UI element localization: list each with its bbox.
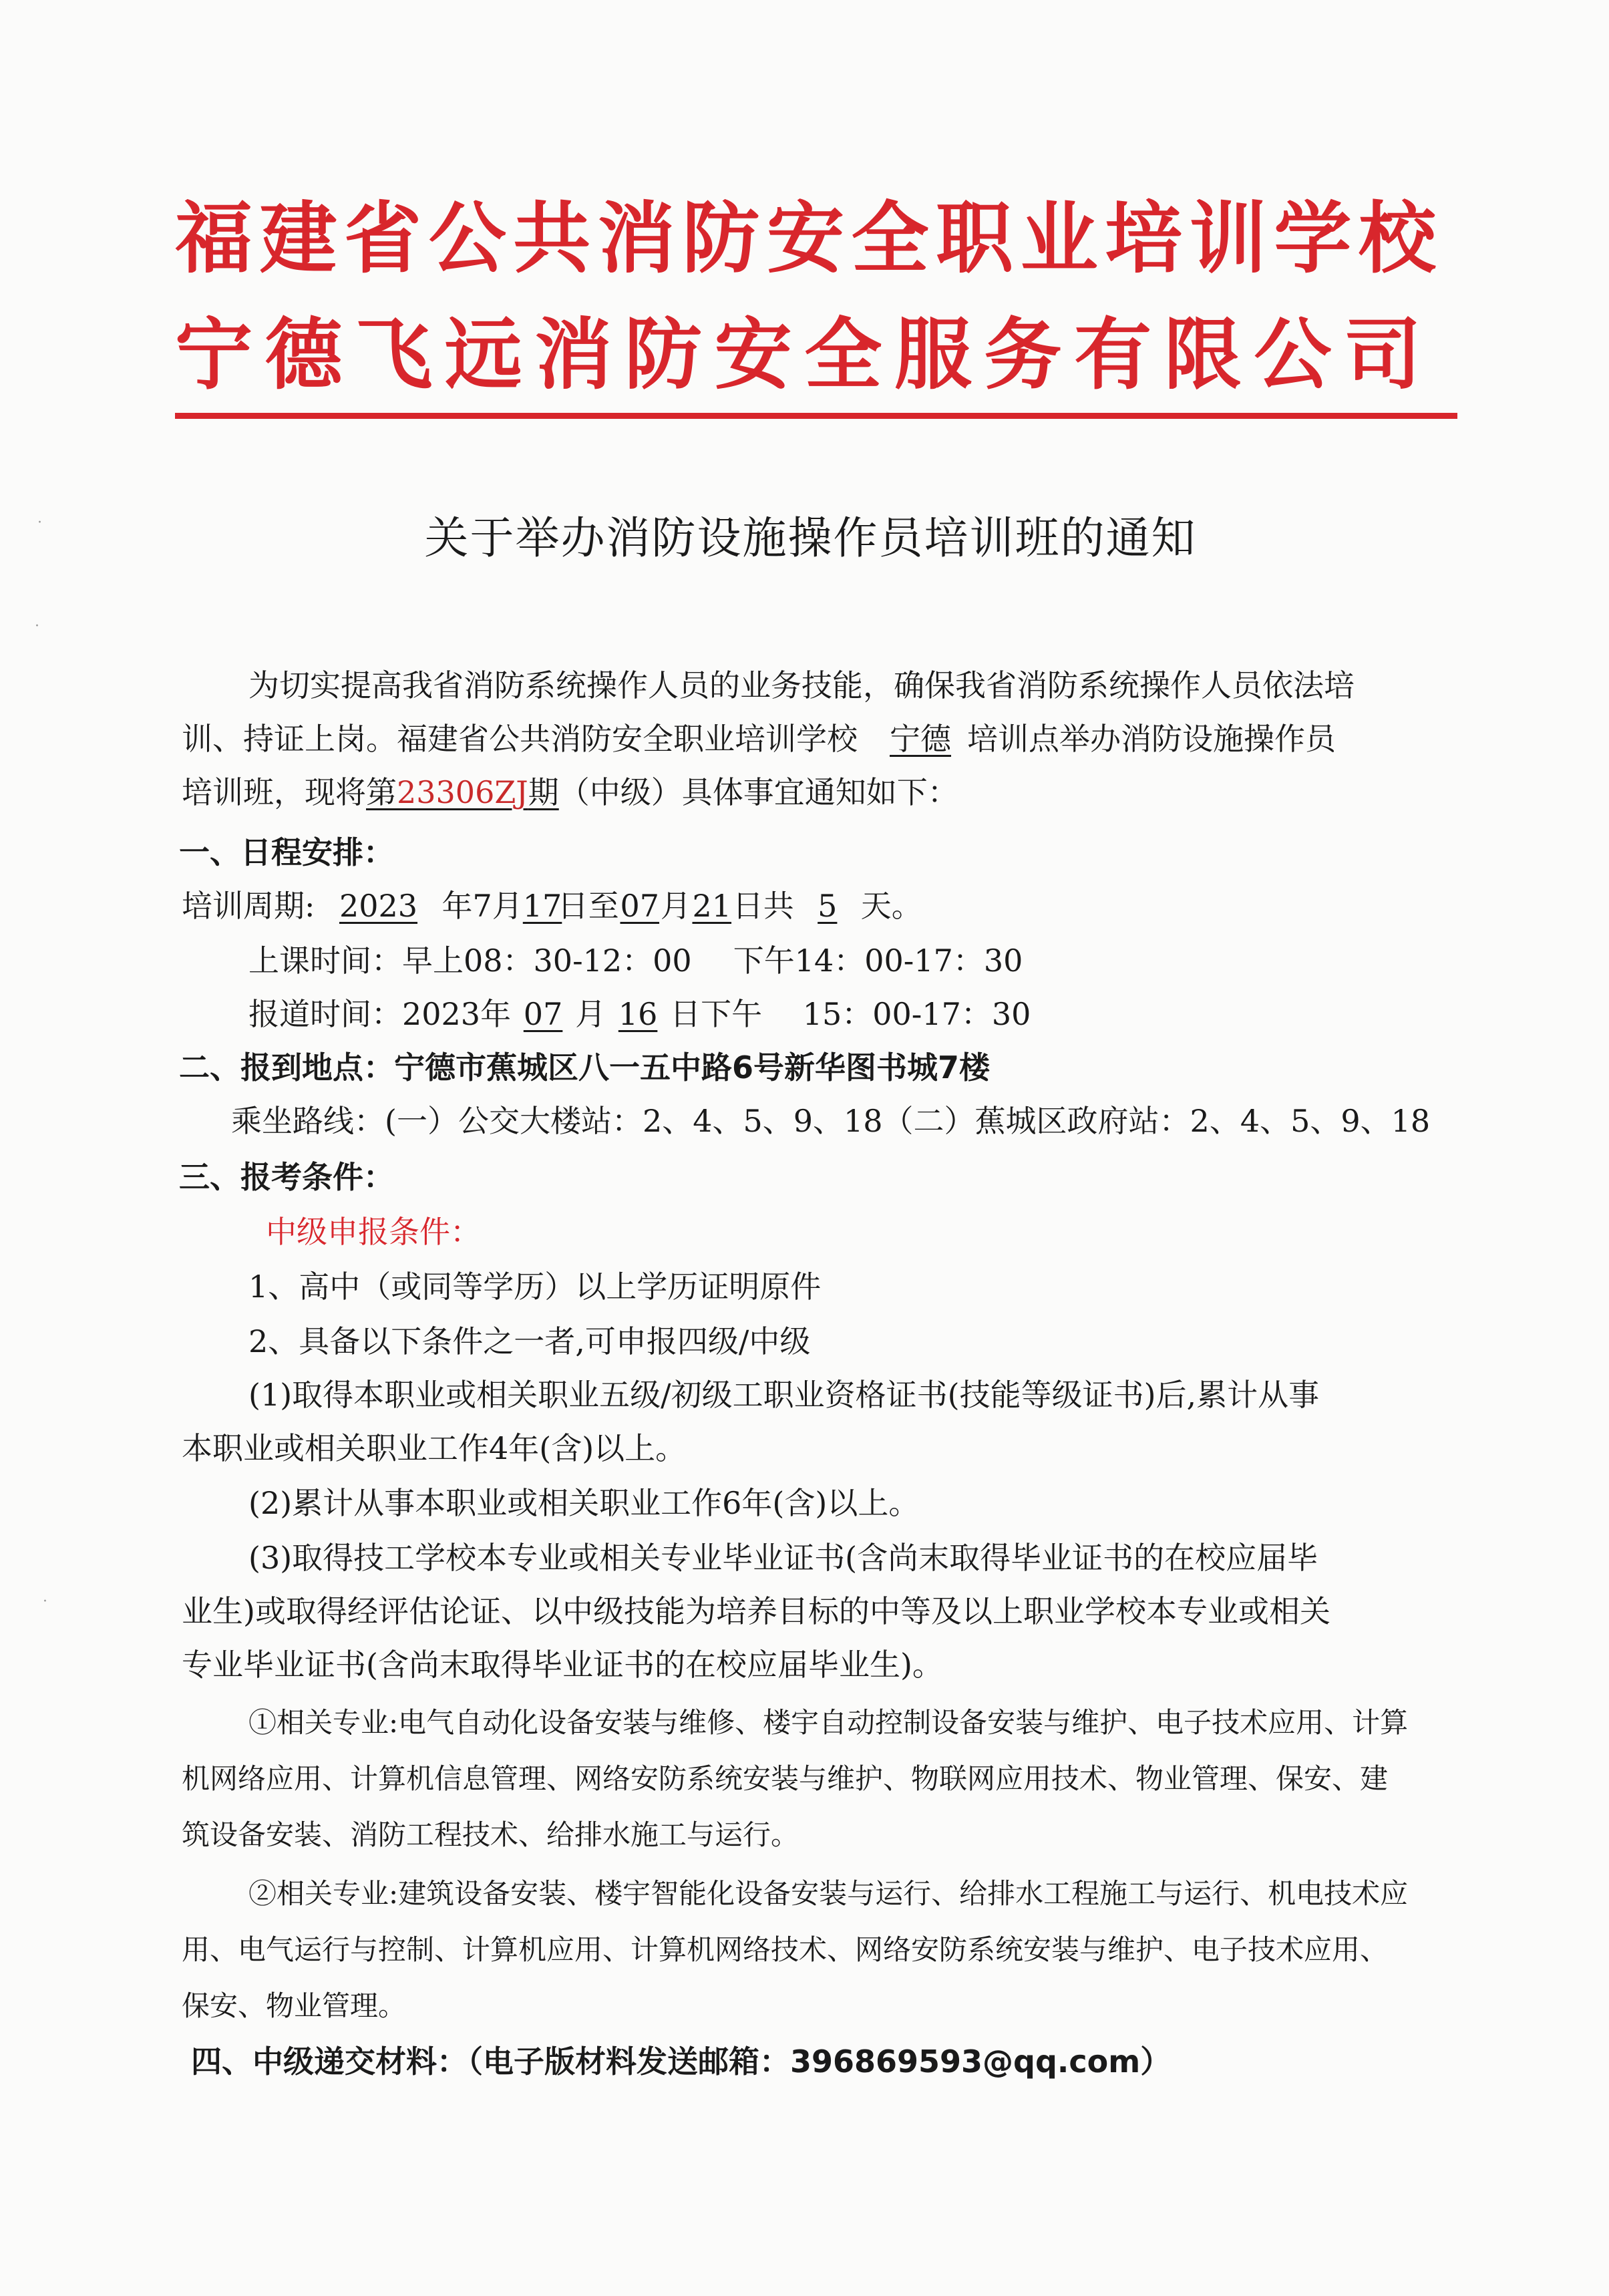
intro-line-3 (182, 768, 958, 812)
report-time (248, 990, 1031, 1034)
report-prefix: 报道时间：2023年 (248, 996, 512, 1032)
class-time-pm: 下午14：00-17：30 (733, 943, 1023, 979)
period-start-day: 17 (522, 888, 562, 924)
header-divider (175, 413, 1457, 419)
condition-2: (2)累计从事本职业或相关职业工作6年(含)以上。 (248, 1485, 920, 1521)
majors-1-line-1: ①相关专业:电气自动化设备安装与维修、楼宇自动控制设备安装与维护、电子技术应用、计算 (248, 1706, 1409, 1739)
condition-item-1: 1、高中（或同等学历）以上学历证明原件 (248, 1269, 822, 1305)
scan-speck: · (35, 618, 39, 635)
majors-1-line-2: 机网络应用、计算机信息管理、网络安防系统安装与维护、物联网应用技术、物业管理、保安、建 (182, 1762, 1389, 1795)
org2-char: 安 (714, 310, 792, 400)
majors-1-line-3: 筑设备安装、消防工程技术、给排水施工与运行。 (182, 1818, 799, 1851)
org-name-company (175, 310, 1421, 400)
org1-char: 学 (1274, 194, 1352, 284)
scan-speck: · (43, 1593, 47, 1610)
class-time (248, 937, 1023, 981)
notice-title (0, 502, 1609, 566)
section4-heading: 四、中级递交材料：（电子版材料发送邮箱：396869593@qq.com） (191, 2043, 1172, 2080)
org2-char: 全 (804, 310, 882, 400)
org1-char: 共 (513, 194, 591, 284)
org2-char: 司 (1343, 310, 1421, 400)
period-number (366, 774, 559, 810)
period-qi: 期 (528, 774, 559, 810)
org1-char: 省 (344, 194, 422, 284)
period-end-day: 21 (692, 888, 732, 924)
condition-1-line-1: (1)取得本职业或相关职业五级/初级工职业资格证书(技能等级证书)后,累计从事 (248, 1377, 1320, 1413)
period-end-month-unit: 月 (660, 888, 691, 924)
org2-char: 消 (534, 310, 612, 400)
intro-l2-suffix: 培训点举办消防设施操作员 (967, 721, 1336, 757)
period-code: 23306ZJ (397, 774, 528, 810)
intro-l3-suffix: （中级）具体事宜通知如下： (558, 774, 958, 810)
org2-char: 宁 (175, 310, 252, 400)
training-period (182, 882, 922, 926)
org1-char: 业 (1020, 194, 1098, 284)
period-label: 培训周期: (182, 888, 315, 924)
notice-title-text: 关于举办消防设施操作员培训班的通知 (424, 512, 1197, 564)
org2-char: 飞 (355, 310, 433, 400)
training-location: 宁德 (890, 721, 951, 757)
report-day: 16 (618, 996, 658, 1032)
org1-char: 防 (682, 194, 760, 284)
intro-line-2 (182, 715, 1336, 759)
org2-char: 远 (444, 310, 522, 400)
org2-char: 务 (984, 310, 1062, 400)
org1-char: 消 (597, 194, 675, 284)
condition-1-line-2: 本职业或相关职业工作4年(含)以上。 (182, 1430, 687, 1466)
report-month-unit: 月 (575, 996, 606, 1032)
org2-char: 限 (1164, 310, 1242, 400)
period-days-unit: 天。 (860, 888, 922, 924)
period-year: 2023 (339, 888, 418, 924)
report-suffix: 日下午 15：00-17：30 (670, 996, 1031, 1032)
bus-route: 乘坐路线：(一）公交大楼站：2、4、5、9、18（二）蕉城区政府站：2、4、5、9、18 (231, 1103, 1431, 1139)
class-time-am: 上课时间：早上08：30-12：00 (248, 943, 692, 979)
org2-char: 公 (1254, 310, 1332, 400)
org2-char: 防 (624, 310, 703, 400)
section3-heading: 三、报考条件： (179, 1159, 394, 1195)
org1-char: 公 (428, 194, 506, 284)
condition-3-line-1: (3)取得技工学校本专业或相关专业毕业证书(含尚末取得毕业证书的在校应届毕 (248, 1540, 1318, 1576)
org1-char: 校 (1358, 194, 1436, 284)
majors-2-line-3: 保安、物业管理。 (182, 1989, 407, 2022)
condition-3-line-3: 专业毕业证书(含尚末取得毕业证书的在校应届毕业生)。 (182, 1647, 943, 1683)
org1-char: 建 (259, 194, 337, 284)
report-month: 07 (523, 996, 563, 1032)
section2-heading: 二、报到地点：宁德市蕉城区八一五中路6号新华图书城7楼 (179, 1049, 991, 1086)
intermediate-conditions-heading: 中级申报条件： (266, 1214, 481, 1250)
scan-speck: · (37, 514, 42, 531)
org1-char: 培 (1105, 194, 1183, 284)
intro-l3-prefix: 培训班，现将 (182, 774, 366, 810)
org2-char: 德 (264, 310, 343, 400)
condition-item-2: 2、具备以下条件之一者,可申报四级/中级 (248, 1323, 811, 1359)
org-name-school (175, 194, 1436, 284)
period-end-text: 日共 (732, 888, 794, 924)
period-start-text: 日至 (557, 888, 619, 924)
org2-char: 服 (894, 310, 972, 400)
condition-3-line-2: 业生)或取得经评估论证、以中级技能为培养目标的中等及以上职业学校本专业或相关 (182, 1593, 1330, 1629)
org1-char: 全 (851, 194, 929, 284)
period-end-month: 07 (620, 888, 660, 924)
majors-2-line-2: 用、电气运行与控制、计算机应用、计算机网络技术、网络安防系统安装与维护、电子技术应用、 (182, 1933, 1389, 1966)
intro-l2-prefix: 训、持证上岗。福建省公共消防安全职业培训学校 (182, 721, 858, 757)
section1-heading: 一、日程安排： (179, 834, 394, 870)
period-days: 5 (818, 888, 838, 924)
period-year-unit: 年7月 (441, 888, 523, 924)
org1-char: 安 (766, 194, 844, 284)
org1-char: 职 (936, 194, 1014, 284)
period-di: 第 (366, 774, 397, 810)
org1-char: 福 (175, 194, 252, 284)
org1-char: 训 (1189, 194, 1267, 284)
intro-line-1: 为切实提高我省消防系统操作人员的业务技能，确保我省消防系统操作人员依法培 (248, 667, 1355, 703)
majors-2-line-1: ②相关专业:建筑设备安装、楼宇智能化设备安装与运行、给排水工程施工与运行、机电技术应 (248, 1877, 1409, 1910)
org2-char: 有 (1074, 310, 1152, 400)
